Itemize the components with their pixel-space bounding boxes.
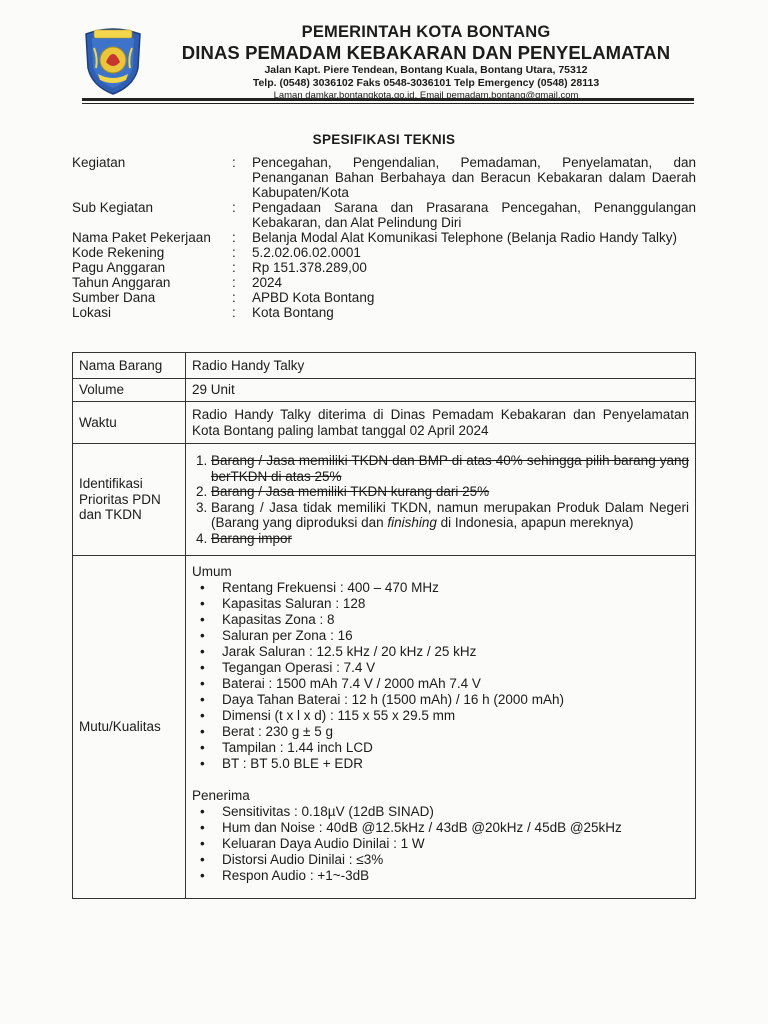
tkdn-item-4: 4. Barang impor xyxy=(211,531,689,547)
spec-list-item: • BT : BT 5.0 BLE + EDR xyxy=(222,756,689,772)
tkdn-item-3-part1: Barang / Jasa tidak memiliki TKDN, namun merupakan Produk Dalam Negeri (Barang yang diproduksi dan xyxy=(211,499,689,530)
info-row xyxy=(72,305,696,320)
info-row xyxy=(72,155,696,200)
mutu-value xyxy=(186,556,696,899)
info-colon: : xyxy=(232,230,236,245)
spec-list-item: • Sensitivitas : 0.18µV (12dB SINAD) xyxy=(222,804,689,820)
spec-list-item: • Baterai : 1500 mAh 7.4 V / 2000 mAh 7.4 V xyxy=(222,676,689,692)
spec-list-item: • Tegangan Operasi : 7.4 V xyxy=(222,660,689,676)
info-colon: : xyxy=(232,245,236,260)
penerima-heading: Penerima xyxy=(192,788,250,803)
tkdn-item-1: 1. Barang / Jasa memiliki TKDN dan BMP di atas 40% sehingga pilih barang yang berTKDN di atas 25% xyxy=(211,453,689,484)
tkdn-item-3 xyxy=(211,500,689,531)
tkdn-item-2: 2. Barang / Jasa memiliki TKDN kurang dari 25% xyxy=(211,484,689,500)
spec-list-item: • Daya Tahan Baterai : 12 h (1500 mAh) / 16 h (2000 mAh) xyxy=(222,692,689,708)
spec-list-item: • Tampilan : 1.44 inch LCD xyxy=(222,740,689,756)
volume-value: 29 Unit xyxy=(186,379,696,402)
info-colon: : xyxy=(232,290,236,305)
info-colon: : xyxy=(232,305,236,320)
letterhead xyxy=(80,20,700,100)
spec-list-item: • Dimensi (t x l x d) : 115 x 55 x 29.5 mm xyxy=(222,708,689,724)
info-colon: : xyxy=(232,155,236,170)
info-value: Pengadaan Sarana dan Prasarana Pencegahan, Penanggulangan Kebakaran, dan Alat Pelindung Diri xyxy=(252,200,696,230)
nama-barang-value: Radio Handy Talky xyxy=(186,353,696,379)
info-colon: : xyxy=(232,260,236,275)
info-value: 2024 xyxy=(252,275,283,290)
info-value: APBD Kota Bontang xyxy=(252,290,375,305)
info-value: Kota Bontang xyxy=(252,305,334,320)
info-label: Kegiatan xyxy=(72,155,126,170)
spec-list-item: • Hum dan Noise : 40dB @12.5kHz / 43dB @20kHz / 45dB @25kHz xyxy=(222,820,689,836)
spec-list-item: • Keluaran Daya Audio Dinilai : 1 W xyxy=(222,836,689,852)
info-value: 5.2.02.06.02.0001 xyxy=(252,245,361,260)
mutu-label: Mutu/Kualitas xyxy=(73,556,186,899)
info-row xyxy=(72,230,696,245)
spec-list-item: • Rentang Frekuensi : 400 – 470 MHz xyxy=(222,580,689,596)
table-row xyxy=(73,379,696,402)
info-label: Pagu Anggaran xyxy=(72,260,166,275)
info-label: Sub Kegiatan xyxy=(72,200,154,215)
specification-table xyxy=(72,352,696,899)
info-colon: : xyxy=(232,200,236,215)
government-name: PEMERINTAH KOTA BONTANG xyxy=(301,23,551,41)
spec-list-item: • Distorsi Audio Dinilai : ≤3% xyxy=(222,852,689,868)
agency-web-email: Laman damkar.bontangkota.go.id, Email pemadam.bontang@gmail.com xyxy=(273,90,579,101)
info-section xyxy=(72,155,696,320)
spec-list-item: • Kapasitas Saluran : 128 xyxy=(222,596,689,612)
info-label: Sumber Dana xyxy=(72,290,156,305)
agency-address: Jalan Kapt. Piere Tendean, Bontang Kuala, Bontang Utara, 75312 xyxy=(264,64,588,76)
agency-name: DINAS PEMADAM KEBAKARAN DAN PENYELAMATAN xyxy=(181,42,671,63)
spec-list-item: • Berat : 230 g ± 5 g xyxy=(222,724,689,740)
waktu-value: Radio Handy Talky diterima di Dinas Pemadam Kebakaran dan Penyelamatan Kota Bontang paling lambat tanggal 02 April 2024 xyxy=(186,402,696,444)
table-row xyxy=(73,444,696,556)
kota-bontang-emblem-icon xyxy=(80,24,146,96)
info-row xyxy=(72,275,696,290)
volume-label: Volume xyxy=(73,379,186,402)
agency-phone: Telp. (0548) 3036102 Faks 0548-3036101 Telp Emergency (0548) 28113 xyxy=(252,77,600,89)
table-row xyxy=(73,556,696,899)
spec-list-item: • Jarak Saluran : 12.5 kHz / 20 kHz / 25 kHz xyxy=(222,644,689,660)
info-colon: : xyxy=(232,275,236,290)
tkdn-item-3-part2: di Indonesia, apapun mereknya) xyxy=(436,515,634,530)
info-label: Tahun Anggaran xyxy=(72,275,171,290)
umum-list xyxy=(192,580,689,772)
nama-barang-label: Nama Barang xyxy=(73,353,186,379)
tkdn-item-3-italic: finishing xyxy=(387,515,437,530)
table-row xyxy=(73,353,696,379)
spec-list-item: • Saluran per Zona : 16 xyxy=(222,628,689,644)
info-value: Rp 151.378.289,00 xyxy=(252,260,367,275)
info-row xyxy=(72,245,696,260)
info-value: Pencegahan, Pengendalian, Pemadaman, Penyelamatan, dan Penanganan Bahan Berbahaya dan Beracun Kebakaran dalam Daerah Kabupaten/Kota xyxy=(252,155,696,200)
letterhead-rule-thin xyxy=(82,103,694,104)
info-label: Nama Paket Pekerjaan xyxy=(72,230,211,245)
document-title: SPESIFIKASI TEKNIS xyxy=(312,132,456,147)
waktu-label: Waktu xyxy=(73,402,186,444)
penerima-list xyxy=(192,804,689,884)
letterhead-rule-thick xyxy=(82,98,694,101)
spec-list-item: • Respon Audio : +1~-3dB xyxy=(222,868,689,884)
info-label: Kode Rekening xyxy=(72,245,165,260)
info-row xyxy=(72,290,696,305)
info-label: Lokasi xyxy=(72,305,112,320)
info-value: Belanja Modal Alat Komunikasi Telephone (Belanja Radio Handy Talky) xyxy=(252,230,678,245)
table-row xyxy=(73,402,696,444)
info-row xyxy=(72,200,696,230)
tkdn-value xyxy=(186,444,696,556)
tkdn-label: Identifikasi Prioritas PDN dan TKDN xyxy=(73,444,186,556)
spec-list-item: • Kapasitas Zona : 8 xyxy=(222,612,689,628)
umum-heading: Umum xyxy=(192,564,232,579)
tkdn-list xyxy=(192,453,689,546)
info-row xyxy=(72,260,696,275)
